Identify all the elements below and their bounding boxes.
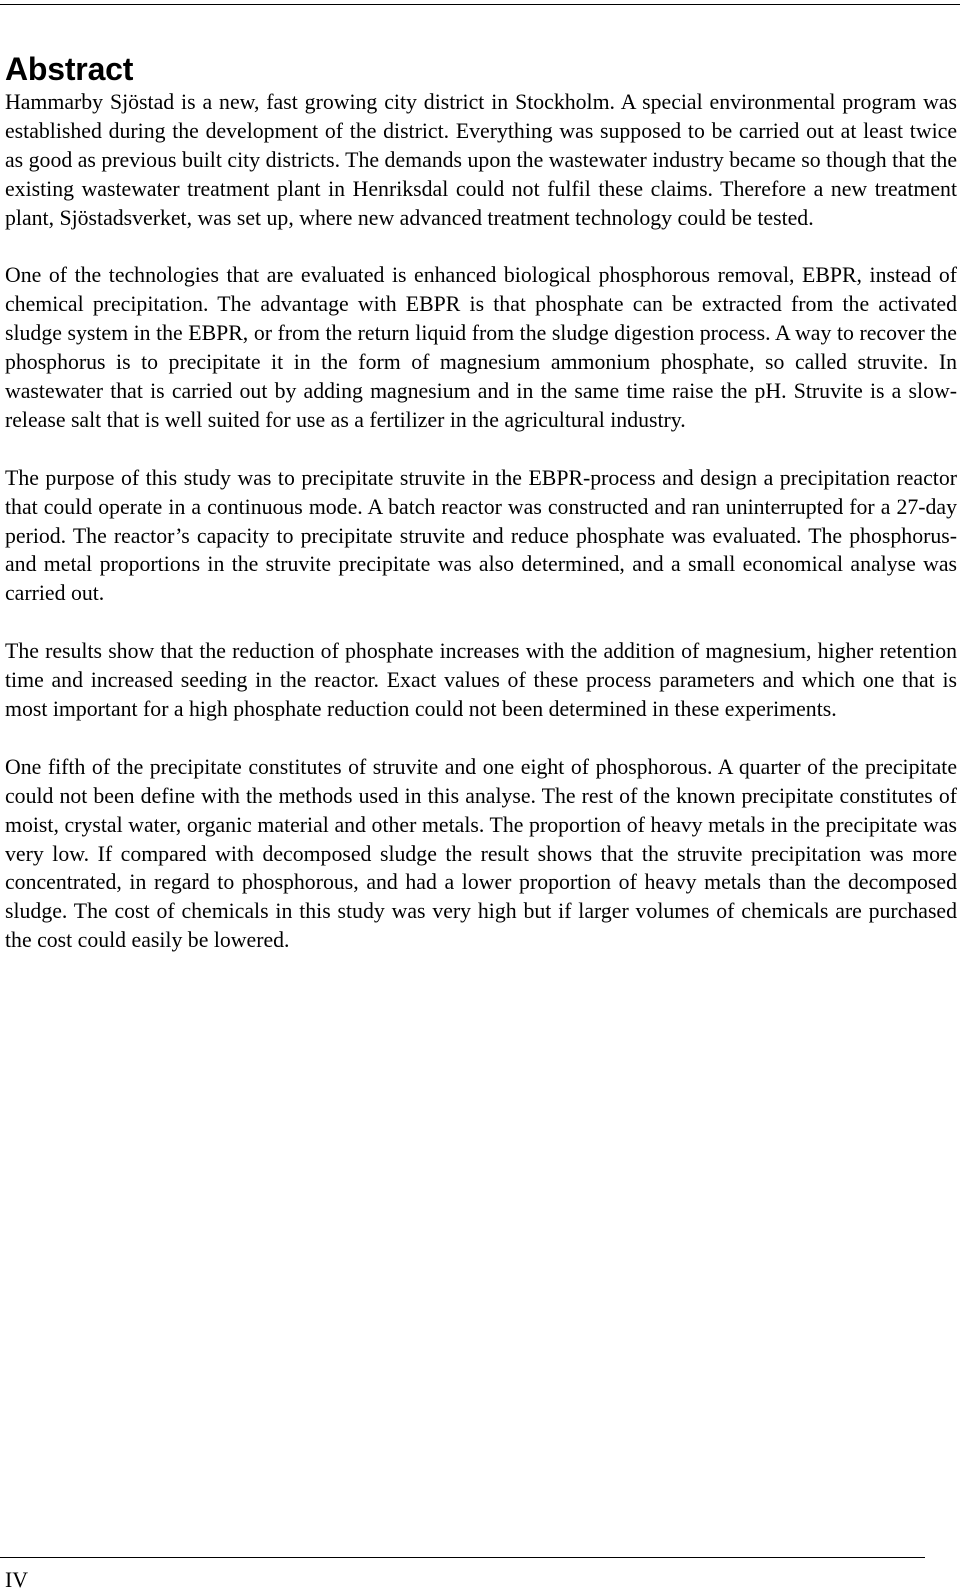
- page-number: IV: [5, 1568, 28, 1592]
- section-heading: Abstract: [5, 51, 134, 87]
- paragraph-results: The results show that the reduction of phosphate increases with the addition of magnesium, higher retention time and increased seeding in the reactor. Exact values of these process parameters and which one that is most important for a high phosphate reduction could not been determined in these experiments.: [5, 639, 957, 721]
- paragraph-purpose: The purpose of this study was to precipitate struvite in the EBPR-process and design a precipitation reactor that could operate in a continuous mode. A batch reactor was constructed and ran uninterrupted for a 27-day period. The reactor’s capacity to precipitate struvite and reduce phosphate was evaluated. The phosphorus- and metal proportions in the struvite precipitate was also determined, and a small economical analyse was carried out.: [5, 465, 957, 606]
- abstract-section: [5, 50, 957, 984]
- paragraph-composition: One fifth of the precipitate constitutes of struvite and one eight of phosphorous. A quarter of the precipitate could not been define with the methods used in this analyse. The rest of the known precipitate constitutes of moist, crystal water, organic material and other metals. The proportion of heavy metals in the precipitate was very low. If compared with decomposed sludge the result shows that the struvite precipitation was more concentrated, in regard to phosphorous, and had a lower proportion of heavy metals than the decomposed sludge. The cost of chemicals in this study was very high but if larger volumes of chemicals are purchased the cost could easily be lowered.: [5, 754, 957, 953]
- footer-rule: [0, 1557, 925, 1558]
- paragraph-background: Hammarby Sjöstad is a new, fast growing city district in Stockholm. A special environmental program was established during the development of the district. Everything was supposed to be carried out at least twice as good as previous built city districts. The demands upon the wastewater industry became so though that the existing wastewater treatment plant in Henriksdal could not fulfil these claims. Therefore a new treatment plant, Sjöstadsverket, was set up, where new advanced treatment technology could be tested.: [5, 90, 957, 230]
- header-rule: [0, 4, 960, 5]
- paragraph-technology: One of the technologies that are evaluated is enhanced biological phosphorous removal, EBPR, instead of chemical precipitation. The advantage with EBPR is that phosphate can be extracted from the activated sludge system in the EBPR, or from the return liquid from the sludge digestion process. A way to recover the phosphorus is to precipitate it in the form of magnesium ammonium phosphate, so called struvite. In wastewater that is carried out by adding magnesium and in the same time raise the pH. Struvite is a slow-release salt that is well suited for use as a fertilizer in the agricultural industry.: [5, 263, 957, 432]
